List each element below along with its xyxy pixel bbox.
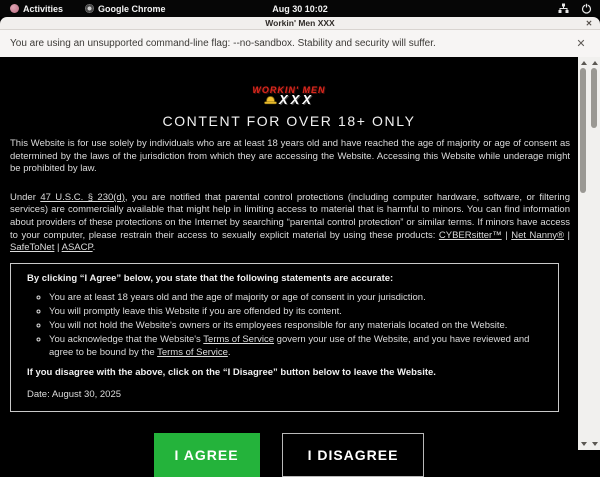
product-separator: | <box>54 242 62 254</box>
window-close-icon[interactable]: ✕ <box>585 19 593 28</box>
product-separator: | <box>501 229 512 241</box>
infobar-message: You are using an unsupported command-line flag: --no-sandbox. Stability and security will suffer. <box>10 38 436 49</box>
tos-pre: You acknowledge that the Website's <box>49 334 204 346</box>
activities-label: Activities <box>23 3 64 14</box>
cybersitter-link[interactable]: CYBERsitter™ <box>438 229 502 241</box>
page-title: CONTENT FOR OVER 18+ ONLY <box>162 113 416 129</box>
agreement-item-liability: ◦ You will not hold the Website's owners or its employees responsible for any materials located on the Website. <box>49 320 542 333</box>
usc-230d-link[interactable]: 47 U.S.C. § 230(d) <box>40 191 125 203</box>
clock[interactable]: Aug 30 10:02 <box>272 3 328 14</box>
tos-end: . <box>227 346 231 358</box>
p2-body: , you are notified that parental control protections (including computer hardware, software, or filtering services) are commercially available that might help in limiting access to material that is harmful to minors. You can find information about providers of these protections on the Internet by searching “parental control protection” or similar terms. If minors have access to your computer, please restrain their access to sexually explicit material by using these products: <box>10 191 570 241</box>
network-tree-icon[interactable] <box>558 3 569 14</box>
terms-of-service-link[interactable]: Terms of Service <box>203 334 275 346</box>
i-disagree-button[interactable]: I DISAGREE <box>282 433 425 477</box>
power-icon[interactable] <box>581 3 592 14</box>
agreement-box <box>10 263 559 413</box>
site-logo <box>0 86 578 106</box>
window-title: Workin' Men XXX <box>265 18 335 28</box>
agreement-intro: By clicking “I Agree” below, you state that the following statements are accurate: <box>27 272 394 284</box>
scrollbar-area <box>578 57 600 450</box>
gnome-top-bar <box>0 0 600 17</box>
chrome-infobar <box>0 30 600 57</box>
inner-scrollbar-thumb[interactable] <box>580 68 586 193</box>
date-line: Date: August 30, 2025 <box>27 388 122 400</box>
scroll-down-icon[interactable] <box>592 442 598 446</box>
agreement-item-age: ◦ You are at least 18 years old and the age of majority or age of consent in your jurisdiction. <box>49 292 542 305</box>
p2-pre: Under <box>10 191 41 203</box>
outer-scrollbar[interactable] <box>589 57 600 450</box>
parental-controls-paragraph <box>10 192 570 255</box>
outer-scrollbar-thumb[interactable] <box>591 68 597 128</box>
logo-xxx: XXX <box>278 92 314 107</box>
chrome-icon <box>85 4 94 13</box>
agreement-item-tos <box>49 334 542 359</box>
disagree-note: If you disagree with the above, click on the “I Disagree” button below to leave the Website. <box>27 367 436 379</box>
tos-mid: govern your use of the Website, and you have reviewed and agree to be bound by the <box>49 334 530 358</box>
consent-buttons <box>0 433 578 477</box>
inner-scrollbar[interactable] <box>578 57 589 450</box>
product-separator: | <box>564 229 571 241</box>
window-titlebar <box>0 17 600 30</box>
agreement-list <box>27 292 542 359</box>
activities-button[interactable] <box>10 4 63 14</box>
i-agree-button[interactable]: I AGREE <box>154 433 260 477</box>
scroll-up-icon[interactable] <box>581 61 587 65</box>
infobar-close-icon[interactable]: ✕ <box>576 38 586 50</box>
logo-wordmark: WORKIN' MEN <box>252 85 326 95</box>
active-app-label: Google Chrome <box>98 3 166 14</box>
hardhat-icon <box>264 95 277 105</box>
agreement-item-leave: ◦ You will promptly leave this Website if you are offended by its content. <box>49 306 542 319</box>
active-app-menu[interactable] <box>85 4 166 14</box>
safetonet-link[interactable]: SafeToNet <box>10 242 55 254</box>
scroll-down-icon[interactable] <box>581 442 587 446</box>
netnanny-link[interactable]: Net Nanny® <box>511 229 565 241</box>
p2-end: . <box>92 242 96 254</box>
asacp-link[interactable]: ASACP <box>61 242 93 254</box>
age-statement-paragraph: This Website is for use solely by individuals who are at least 18 years old and have reached the age of majority or age of consent as determined by the laws of the jurisdiction from which they are accessing the Website. Accessing this Website while underage might be prohibited by law. <box>10 138 570 175</box>
scroll-up-icon[interactable] <box>592 61 598 65</box>
terms-of-service-link-2[interactable]: Terms of Service <box>157 346 228 358</box>
age-verification-page <box>0 57 578 464</box>
activities-icon <box>10 4 19 13</box>
